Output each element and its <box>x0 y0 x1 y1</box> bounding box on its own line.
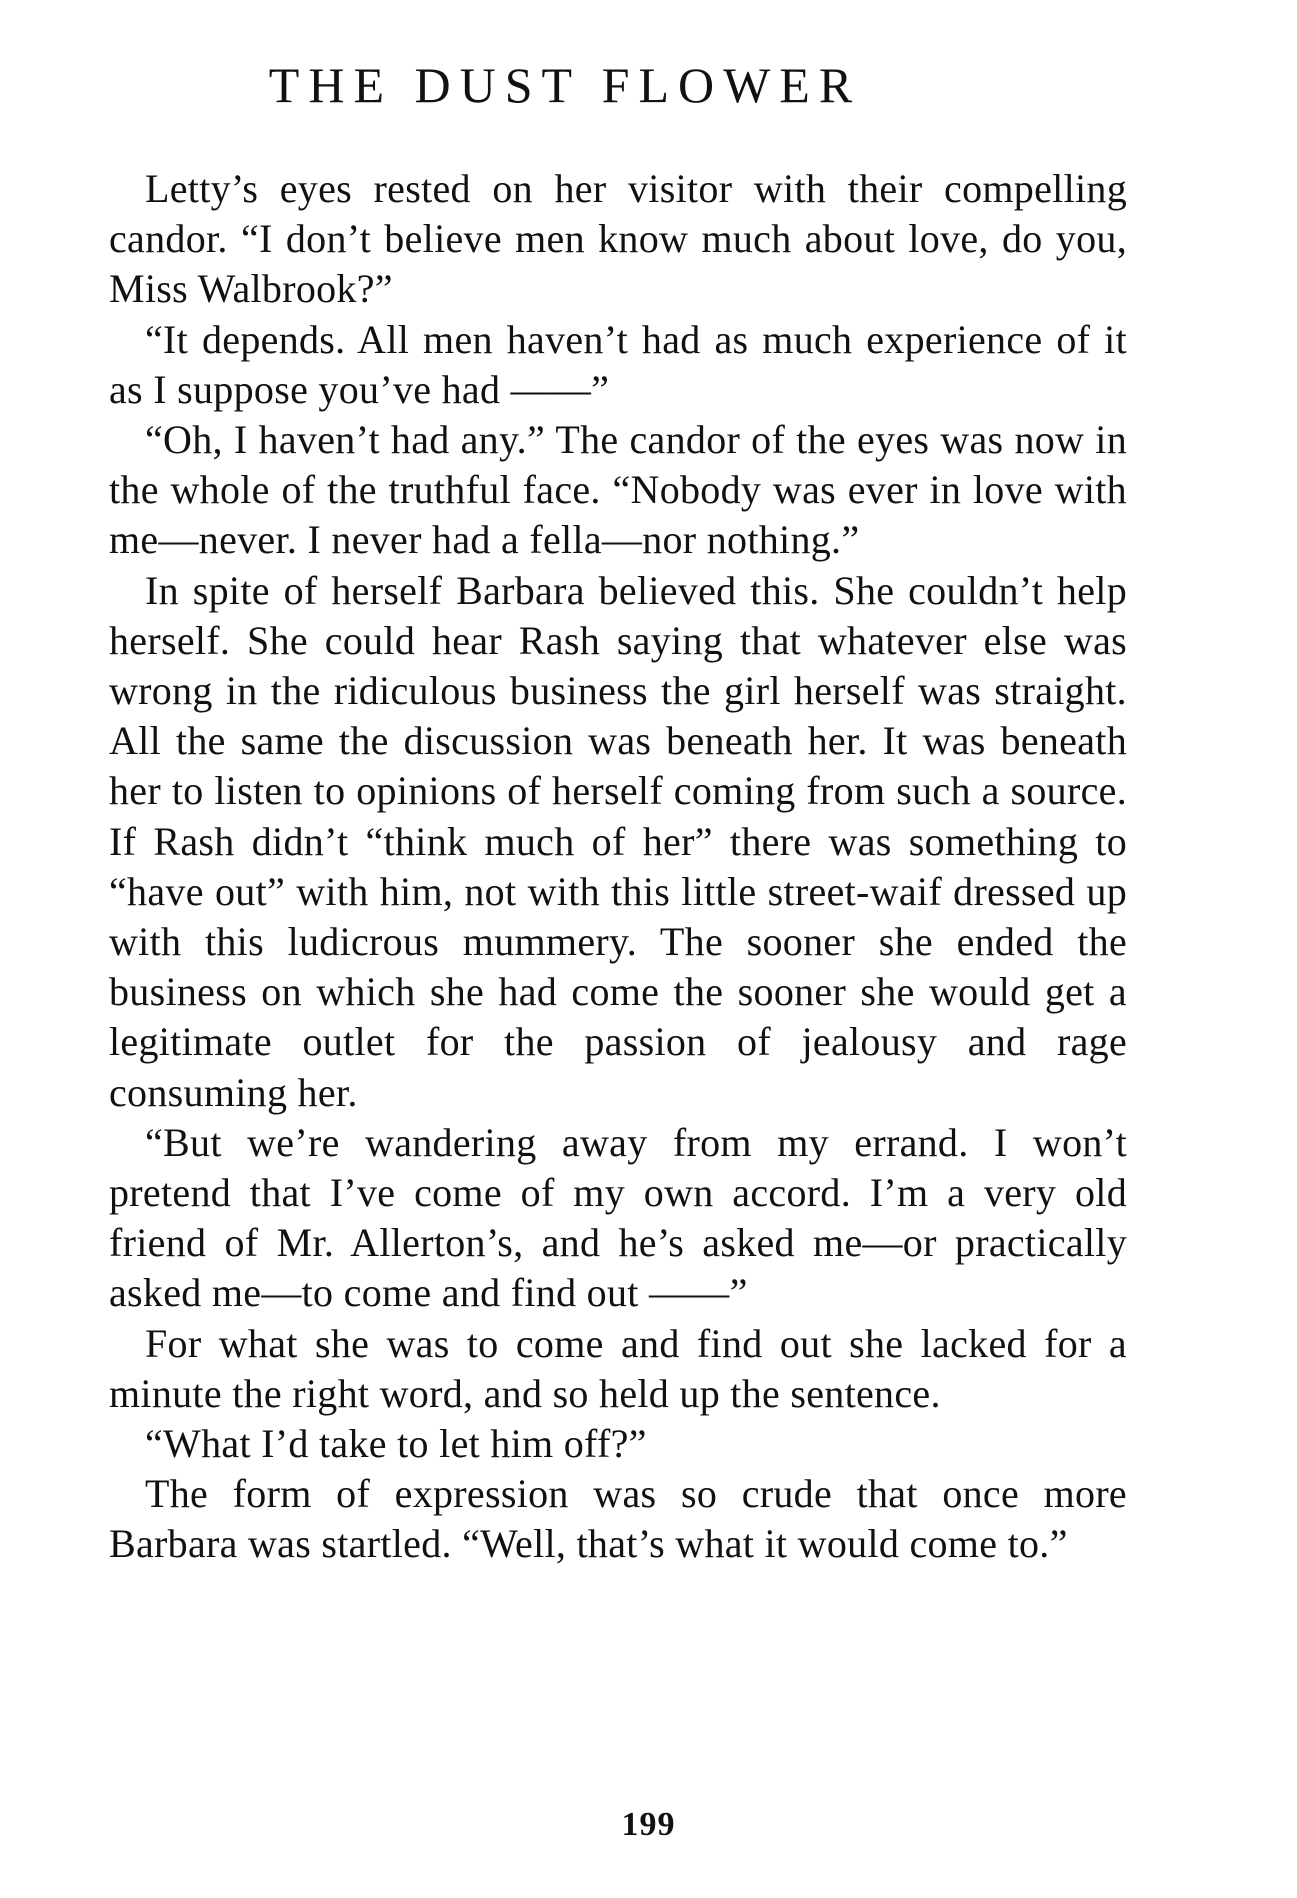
paragraph: “Oh, I haven’t had any.” The candor of the eyes was now in the whole of the truthful face. “Nobody was ever in love with me—never. I never had a fella—nor nothing.” <box>109 417 1127 563</box>
paragraph: “But we’re wandering away from my errand. I won’t pretend that I’ve come of my own accord. I’m a very old friend of Mr. Allerton’s, and he’s asked me—or practically asked me—to come and find out ——” <box>109 1119 1127 1316</box>
paragraph: In spite of herself Barbara believed this. She couldn’t help herself. She could hear Rash saying that whatever else was wrong in the ridiculous business the girl herself was straight. All the same the discussion was beneath her. It was beneath her to listen to opinions of herself coming from such a source. If Rash didn’t “think much of her” there was something to “have out” with him, not with this little street-waif dressed up with this ludicrous mummery. The sooner she ended the business on which she had come the sooner she would get a legitimate outlet for the passion of jealousy and rage consuming her. <box>109 567 1127 1115</box>
running-head: THE DUST FLOWER <box>268 57 862 113</box>
paragraph: Letty’s eyes rested on her visitor with their compelling candor. “I don’t believe men know much about love, do you, Miss Walbrook?” <box>109 166 1127 312</box>
paragraph: The form of expression was so crude that once more Barbara was startled. “Well, that’s what it would come to.” <box>109 1471 1127 1567</box>
page-number: 199 <box>621 1806 676 1843</box>
body-text <box>109 164 1127 1570</box>
paragraph: For what she was to come and find out she lacked for a minute the right word, and so held up the sentence. <box>109 1320 1127 1416</box>
paragraph: “What I’d take to let him off?” <box>145 1421 647 1467</box>
paragraph: “It depends. All men haven’t had as much experience of it as I suppose you’ve had ——” <box>109 316 1127 412</box>
